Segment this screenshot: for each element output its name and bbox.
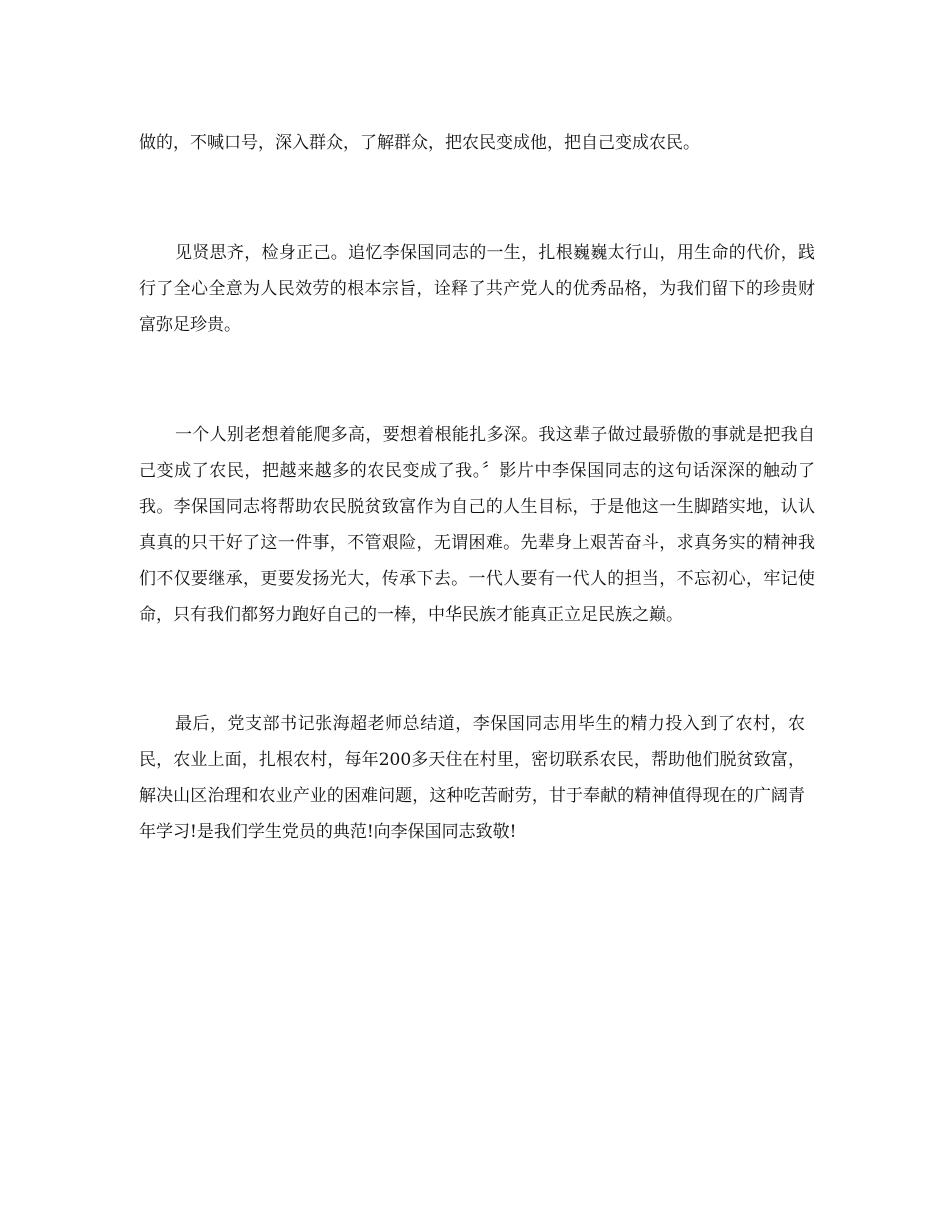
paragraph-summary: 最后，党支部书记张海超老师总结道，李保国同志用毕生的精力投入到了农村，农民，农业上面，扎根农村，每年200多天住在村里，密切联系农民，帮助他们脱贫致富，解决山区治理和农业产业的困难问题，这种吃苦耐劳，甘于奉献的精神值得现在的广阔青年学习!是我们学生党员的典范!向李保国同志致敬! bbox=[139, 714, 805, 842]
paragraph-jianxian-siqi: 见贤思齐，检身正己。追忆李保国同志的一生，扎根巍巍太行山，用生命的代价，践行了全心全意为人民效劳的根本宗旨，诠释了共产党人的优秀品格，为我们留下的珍贵财富弥足珍贵。 bbox=[139, 243, 815, 335]
paragraph-quote-reflection: 一个人别老想着能爬多高，要想着根能扎多深。我这辈子做过最骄傲的事就是把我自己变成了农民，把越来越多的农民变成了我。〞影片中李保国同志的这句话深深的触动了我。李保国同志将帮助农民脱贫致富作为自己的人生目标，于是他这一生脚踏实地，认认真真的只干好了这一件事，不管艰险，无谓困难。先辈身上艰苦奋斗，求真务实的精神我们不仅要继承，更要发扬光大，传承下去。一代人要有一代人的担当，不忘初心，牢记使命，只有我们都努力跑好自己的一棒，中华民族才能真正立足民族之巅。 bbox=[139, 425, 815, 625]
paragraph-continuation: 做的，不喊口号，深入群众，了解群众，把农民变成他，把自己变成农民。 bbox=[139, 133, 700, 153]
